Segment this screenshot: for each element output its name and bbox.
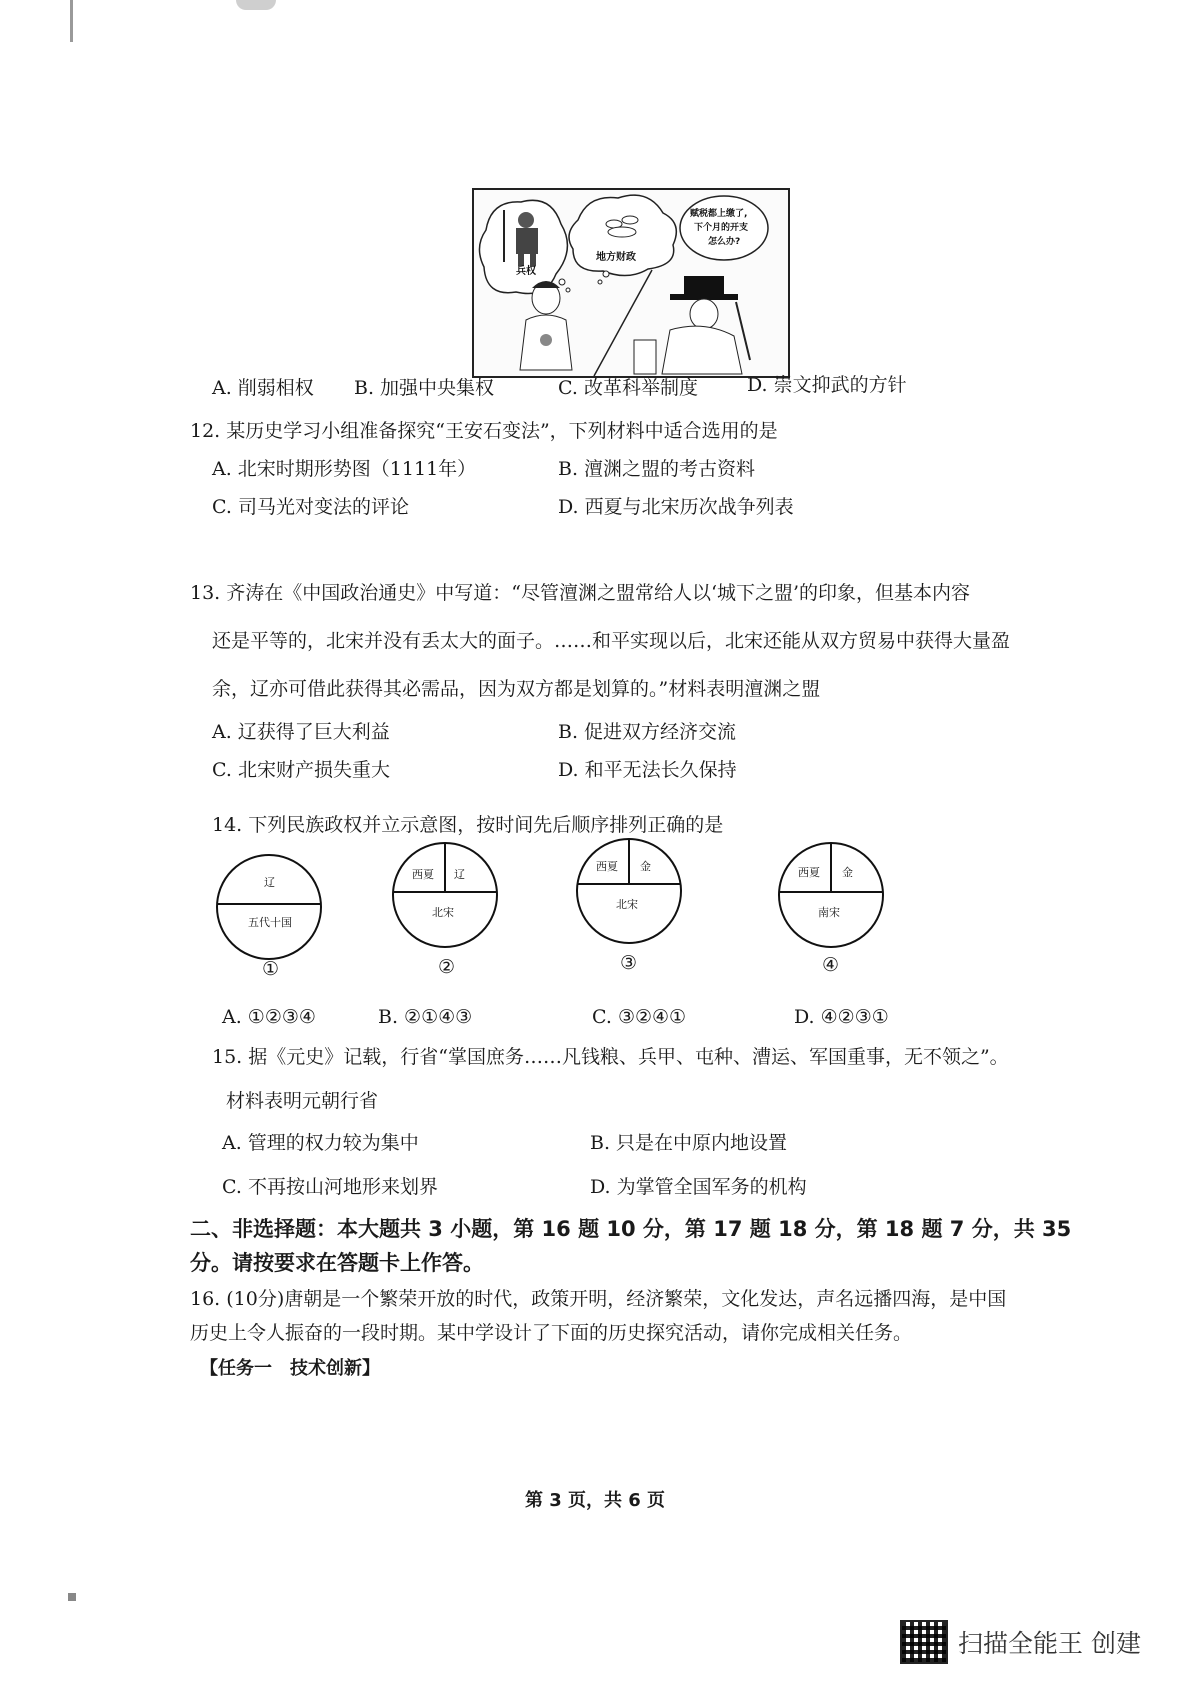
diagram-region-label: 辽 xyxy=(454,868,465,881)
scan-artifact xyxy=(68,1593,76,1601)
q13-option-c: C. 北宋财产损失重大 xyxy=(212,759,390,781)
q14-diagram-1 xyxy=(214,852,324,962)
diagram-region-label: 金 xyxy=(842,866,853,879)
q14-option-c: C. ③②④① xyxy=(592,1006,687,1028)
section2-heading: 分。请按要求在答题卡上作答。 xyxy=(190,1251,484,1275)
q14-diagram-number: ④ xyxy=(822,954,840,976)
qr-code-icon xyxy=(900,1620,948,1664)
q14-diagram-4 xyxy=(776,840,886,950)
cartoon-speech-line: 怎么办? xyxy=(708,237,741,247)
diagram-region-label: 辽 xyxy=(264,876,275,889)
q12-option-d: D. 西夏与北宋历次战争列表 xyxy=(558,496,794,518)
cartoon-speech-line: 赋税都上缴了, xyxy=(690,209,748,219)
q13-option-b: B. 促进双方经济交流 xyxy=(558,721,737,743)
diagram-region-label: 金 xyxy=(640,860,651,873)
q15-stem-line: 15. 据《元史》记载，行省“掌国庶务……凡钱粮、兵甲、屯种、漕运、军国重事，无不领之”。 xyxy=(212,1046,1009,1068)
q15-stem-line: 材料表明元朝行省 xyxy=(226,1090,379,1112)
q11-option-b: B. 加强中央集权 xyxy=(354,377,495,399)
cartoon-label-finance: 地方财政 xyxy=(596,252,636,263)
q11-option-d: D. 崇文抑武的方针 xyxy=(747,374,907,396)
q14-diagram-3 xyxy=(574,836,684,946)
q14-option-b: B. ②①④③ xyxy=(378,1006,473,1028)
cartoon-label-military: 兵权 xyxy=(516,266,536,277)
q14-stem: 14. 下列民族政权并立示意图，按时间先后顺序排列正确的是 xyxy=(212,814,724,836)
q13-option-d: D. 和平无法长久保持 xyxy=(558,759,737,781)
q11-option-a: A. 削弱相权 xyxy=(212,377,314,399)
diagram-region-label: 西夏 xyxy=(596,860,618,873)
cartoon-drawing xyxy=(474,190,788,376)
q14-option-a: A. ①②③④ xyxy=(222,1006,316,1028)
scanner-watermark xyxy=(900,1620,1141,1664)
diagram-region-label: 西夏 xyxy=(412,868,434,881)
q15-option-b: B. 只是在中原内地设置 xyxy=(590,1132,788,1154)
q15-option-d: D. 为掌管全国军务的机构 xyxy=(590,1176,807,1198)
diagram-region-label: 南宋 xyxy=(818,906,840,919)
q13-stem-line: 余，辽亦可借此获得其必需品，因为双方都是划算的。”材料表明澶渊之盟 xyxy=(212,678,821,700)
q14-option-d: D. ④②③① xyxy=(794,1006,889,1028)
q16-stem-line: 16. (10分)唐朝是一个繁荣开放的时代，政策开明，经济繁荣，文化发达，声名远播四海，是中国 xyxy=(190,1288,1007,1310)
scan-artifact xyxy=(70,0,73,42)
q11-option-c: C. 改革科举制度 xyxy=(558,377,698,399)
q13-option-a: A. 辽获得了巨大利益 xyxy=(212,721,390,743)
q12-option-b: B. 澶渊之盟的考古资料 xyxy=(558,458,756,480)
scan-artifact xyxy=(236,0,276,10)
diagram-region-label: 北宋 xyxy=(432,906,454,919)
q15-option-a: A. 管理的权力较为集中 xyxy=(222,1132,419,1154)
diagram-region-label: 五代十国 xyxy=(248,916,292,929)
diagram-region-label: 西夏 xyxy=(798,866,820,879)
q12-option-a: A. 北宋时期形势图（1111年） xyxy=(212,458,477,480)
q14-diagram-number: ③ xyxy=(620,952,638,974)
diagram-region-label: 北宋 xyxy=(616,898,638,911)
section2-heading: 二、非选择题：本大题共 3 小题，第 16 题 10 分，第 17 题 18 分，第 18 题 7 分，共 35 xyxy=(190,1217,1072,1241)
q13-stem-line: 13. 齐涛在《中国政治通史》中写道：“尽管澶渊之盟常给人以‘城下之盟’的印象，但基本内容 xyxy=(190,582,971,604)
q12-stem: 12. 某历史学习小组准备探究“王安石变法”，下列材料中适合选用的是 xyxy=(190,420,778,442)
q12-option-c: C. 司马光对变法的评论 xyxy=(212,496,409,518)
scanner-watermark-text: 扫描全能王 创建 xyxy=(958,1629,1141,1658)
q16-stem-line: 历史上令人振奋的一段时期。某中学设计了下面的历史探究活动，请你完成相关任务。 xyxy=(190,1322,913,1344)
cartoon-illustration xyxy=(472,188,790,378)
q15-option-c: C. 不再按山河地形来划界 xyxy=(222,1176,438,1198)
cartoon-speech-line: 下个月的开支 xyxy=(694,223,749,233)
q14-diagram-2 xyxy=(390,840,500,950)
page-number: 第 3 页，共 6 页 xyxy=(524,1490,666,1511)
q14-diagram-number: ① xyxy=(262,958,280,980)
q13-stem-line: 还是平等的，北宋并没有丢太大的面子。……和平实现以后，北宋还能从双方贸易中获得大量盈 xyxy=(212,630,1011,652)
q14-diagram-number: ② xyxy=(438,956,456,978)
q16-task1-heading: 【任务一 技术创新】 xyxy=(200,1358,380,1379)
